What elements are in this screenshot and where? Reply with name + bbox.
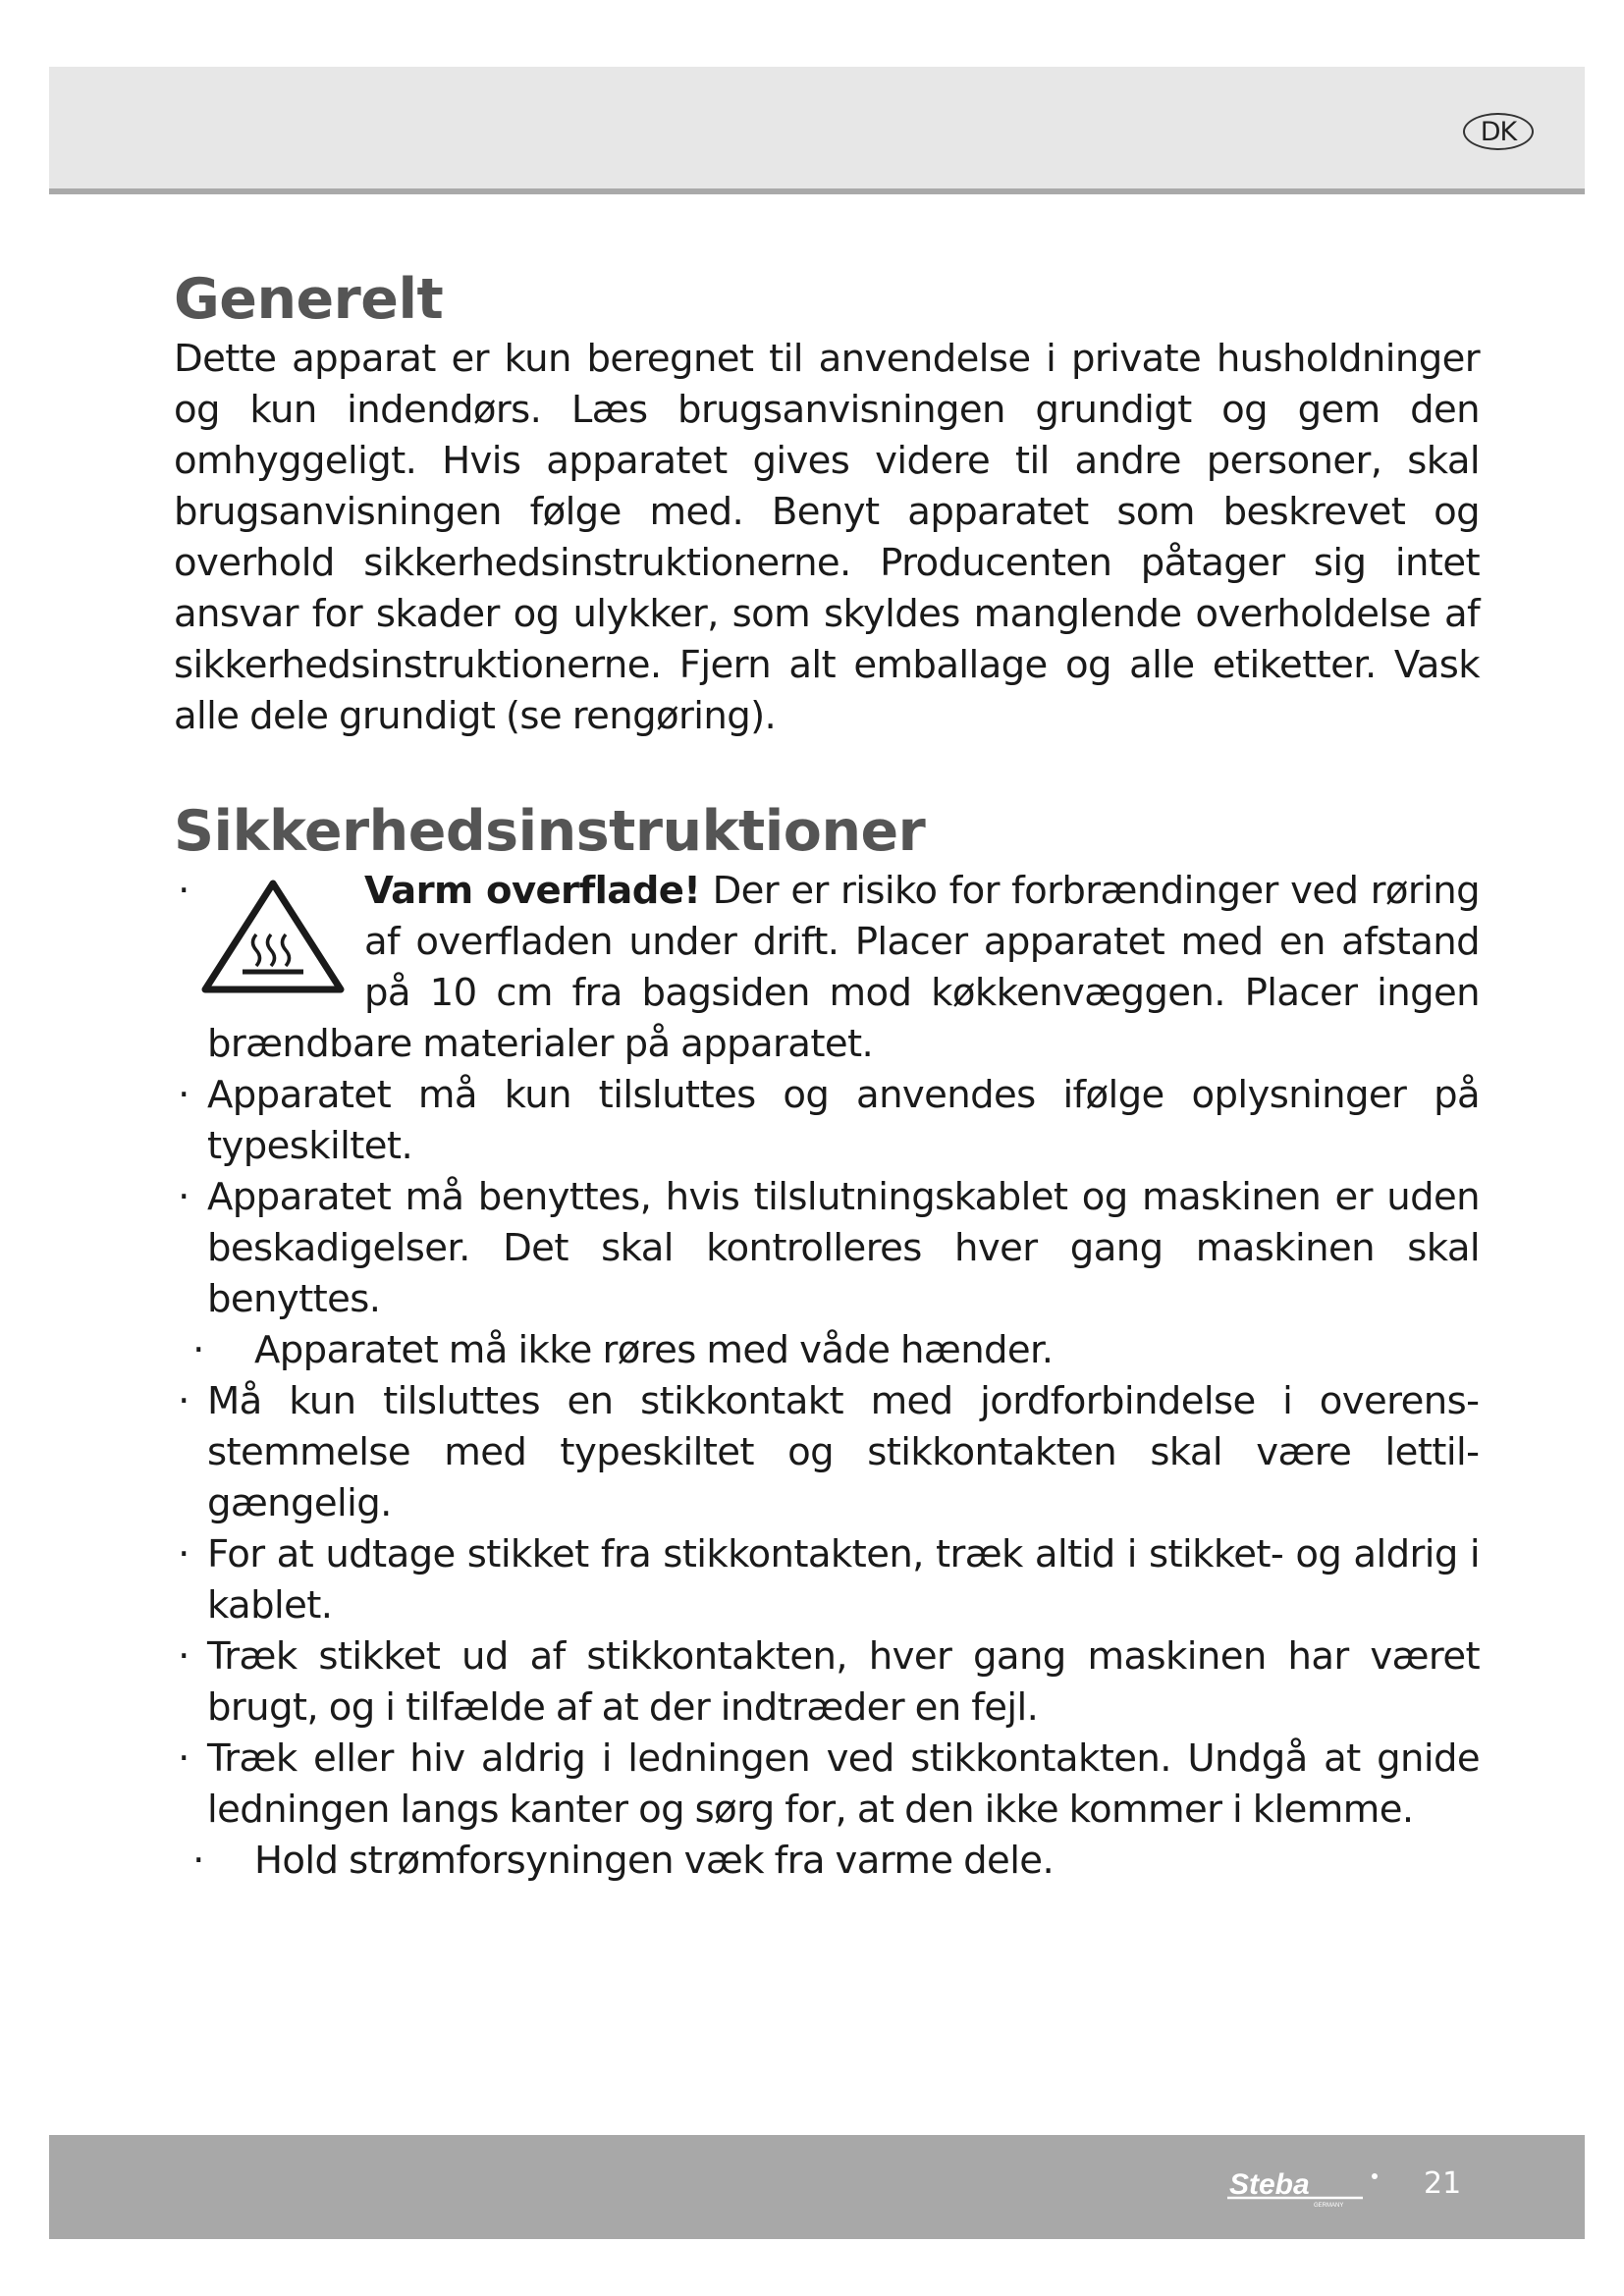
list-item: · Træk stikket ud af stikkontakten, hver gang maskinen har været brugt, og i tilfælde af at der indtræder en fejl. bbox=[174, 1631, 1480, 1734]
list-item: · Må kun tilsluttes en stikkontakt med jordforbindelse i overensstemmelse med typeskiltet og stikkontakten skal være lettilgængelig. bbox=[174, 1376, 1480, 1529]
bullet-dot: · bbox=[178, 1175, 189, 1219]
warning-body: Der er risiko for forbrændinger ved røring af overfladen under drift. Placer apparatet med en afstand på 10 cm fra bagsiden mod køkkenvæggen. Placer ingen brændbare materialer på apparatet. bbox=[207, 869, 1480, 1066]
svg-text:Steba: Steba bbox=[1229, 2168, 1310, 2201]
footer-band bbox=[49, 2135, 1585, 2239]
steba-logo bbox=[1227, 2168, 1394, 2208]
bullet-dot: · bbox=[178, 1634, 189, 1679]
list-item: · Hold strømforsyningen væk fra varme dele. bbox=[174, 1836, 1480, 1887]
list-item: · Apparatet må ikke røres med våde hænder. bbox=[174, 1325, 1480, 1376]
list-item: · For at udtage stikket fra stikkontakten, træk altid i stikket- og aldrig i kablet. bbox=[174, 1529, 1480, 1631]
page-number: 21 bbox=[1424, 2166, 1462, 2201]
bullet-dot: · bbox=[178, 1736, 189, 1781]
safety-list bbox=[174, 866, 1480, 1887]
svg-text:GERMANY: GERMANY bbox=[1314, 2203, 1344, 2208]
bullet-dot: · bbox=[178, 1073, 189, 1117]
warning-text bbox=[207, 869, 1480, 1066]
header-band bbox=[49, 67, 1585, 194]
general-paragraph: Dette apparat er kun beregnet til anvendelse i private husholdninger og kun indendørs. Læs brugsanvisningen grundigt og gem den omhyggeligt. Hvis apparatet gives videre til andre personer, skal brugsanvisningen følge med. Benyt apparatet som beskrevet og overhold sikkerhedsinstruktionerne. Producenten påtager sig intet ansvar for skader og ulykker, som skyldes manglende overholdelse af sikkerhedsinstruktionerne. Fjern alt emballage og alle etiketter. Vask alle dele grundigt (se rengøring). bbox=[174, 337, 1480, 738]
safety-section bbox=[174, 797, 1480, 1887]
bullet-dot: · bbox=[178, 869, 189, 913]
bullet-dot: · bbox=[178, 1532, 189, 1576]
list-item: · Apparatet må benyttes, hvis tilslutningskablet og maskinen er uden beskadigelser. Det skal kontrolleres hver gang maskinen skal benyttes. bbox=[174, 1172, 1480, 1325]
bullet-dot: · bbox=[178, 1379, 189, 1423]
list-item-warning bbox=[174, 866, 1480, 1070]
section-title-safety: Sikkerhedsinstruktioner bbox=[174, 799, 926, 864]
warning-label: Varm overflade! bbox=[364, 869, 701, 913]
bullet-dot: · bbox=[192, 1839, 204, 1883]
bullet-dot: · bbox=[192, 1328, 204, 1372]
page-content bbox=[174, 265, 1480, 1887]
language-badge: DK bbox=[1463, 113, 1534, 150]
list-item: · Træk eller hiv aldrig i ledningen ved stikkontakten. Undgå at gnide ledningen langs kanter og sørg for, at den ikke kommer i klemme. bbox=[174, 1734, 1480, 1836]
section-title-general: Generelt bbox=[174, 267, 444, 332]
hot-surface-warning-icon bbox=[199, 878, 347, 995]
list-item: · Apparatet må kun tilsluttes og anvendes ifølge oplysninger på typeskiltet. bbox=[174, 1070, 1480, 1172]
